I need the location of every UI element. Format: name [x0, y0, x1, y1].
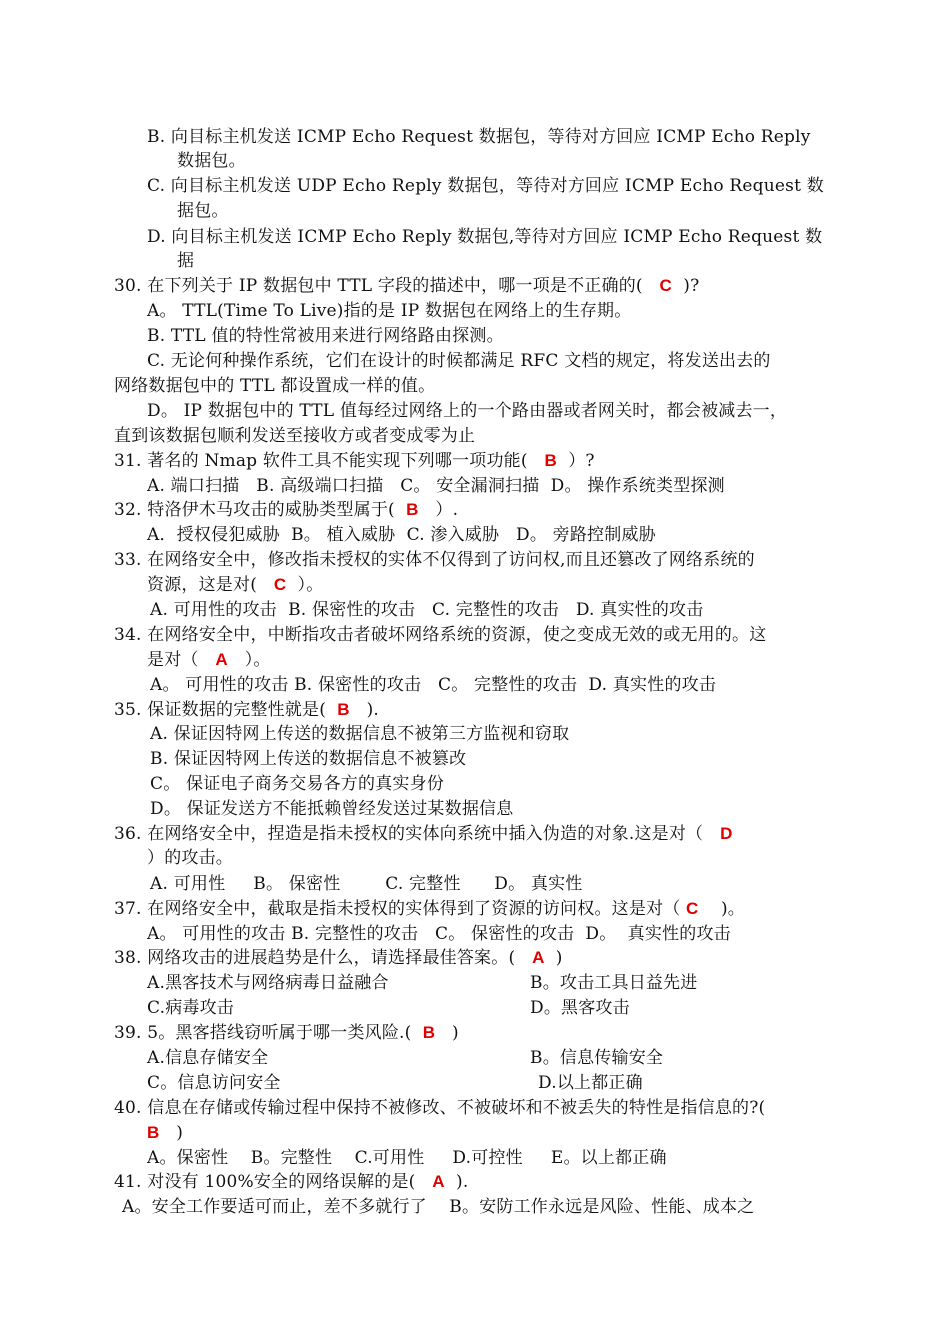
q35-option-c: C。 保证电子商务交易各方的真实身份: [150, 774, 445, 794]
q29-option-b: B. 向目标主机发送 ICMP Echo Request 数据包，等待对方回应 ICMP Echo Reply: [147, 127, 811, 147]
answer-mark: C: [686, 899, 699, 918]
q30-option-a: A。 TTL(Time To Live)指的是 IP 数据包在网络上的生存期。: [147, 301, 632, 321]
q29-option-d-cont: 据: [177, 251, 195, 271]
answer-mark: C: [273, 575, 287, 594]
answer-mark: B: [337, 700, 350, 719]
answer-mark: B: [406, 500, 419, 519]
answer-mark: B: [544, 451, 557, 470]
q35-option-a: A. 保证因特网上传送的数据信息不被第三方监视和窃取: [150, 724, 570, 744]
question-36: 36. 在网络安全中，捏造是指未授权的实体向系统中插入伪造的对象.这是对（ D: [114, 824, 733, 844]
q40-options: A。保密性 B。完整性 C.可用性 D.可控性 E。以上都正确: [147, 1148, 667, 1168]
q30-option-b: B. TTL 值的特性常被用来进行网络路由探测。: [147, 326, 504, 346]
q29-option-c-cont: 据包。: [177, 201, 229, 221]
q34-options: A。 可用性的攻击 B. 保密性的攻击 C。 完整性的攻击 D. 真实性的攻击: [150, 675, 717, 695]
question-36-cont: ）的攻击。: [147, 848, 233, 868]
question-38: 38. 网络攻击的进展趋势是什么，请选择最佳答案。( A ): [114, 948, 563, 968]
q39-option-d: D.以上都正确: [538, 1073, 643, 1093]
question-34-cont: 是对（ A ）。: [147, 650, 271, 670]
q30-option-c: C. 无论何种操作系统，它们在设计的时候都满足 RFC 文档的规定，将发送出去的: [147, 351, 771, 371]
answer-mark: A: [532, 948, 545, 967]
question-30: 30. 在下列关于 IP 数据包中 TTL 字段的描述中，哪一项是不正确的( C )?: [114, 276, 700, 296]
answer-mark: B: [147, 1123, 160, 1142]
q41-options: A。安全工作要适可而止，差不多就行了 B。安防工作永远是风险、性能、成本之: [122, 1197, 755, 1217]
q39-option-c: C。信息访问安全: [147, 1073, 281, 1093]
question-32: 32. 特洛伊木马攻击的威胁类型属于( B ）.: [114, 500, 459, 520]
q39-option-b: B。信息传输安全: [530, 1048, 664, 1068]
q30-option-d: D。 IP 数据包中的 TTL 值每经过网络上的一个路由器或者网关时，都会被减去一，: [147, 401, 788, 421]
answer-mark: B: [422, 1023, 436, 1042]
answer-mark: D: [720, 824, 733, 843]
q38-option-d: D。黑客攻击: [530, 998, 630, 1018]
answer-mark: C: [659, 276, 673, 295]
question-39: 39. 5。黑客搭线窃听属于哪一类风险.( B ): [114, 1023, 459, 1043]
question-41: 41. 对没有 100%安全的网络误解的是( A ).: [114, 1172, 469, 1192]
q35-option-d: D。 保证发送方不能抵赖曾经发送过某数据信息: [150, 799, 514, 819]
q29-option-b-cont: 数据包。: [177, 151, 246, 171]
question-40-cont: B ): [147, 1123, 184, 1143]
question-33: 33. 在网络安全中，修改指未授权的实体不仅得到了访问权,而且还篡改了网络系统的: [114, 550, 755, 570]
q36-options: A. 可用性 B。 保密性 C. 完整性 D。 真实性: [150, 874, 583, 894]
answer-mark: A: [432, 1172, 445, 1191]
question-33-cont: 资源，这是对( C ）。: [147, 575, 324, 595]
question-31: 31. 著名的 Nmap 软件工具不能实现下列哪一项功能( B ）?: [114, 451, 595, 471]
question-37: 37. 在网络安全中，截取是指未授权的实体得到了资源的访问权。这是对（ C )。: [114, 899, 745, 919]
q30-option-d-cont: 直到该数据包顺利发送至接收方或者变成零为止: [114, 426, 476, 446]
q30-option-c-cont: 网络数据包中的 TTL 都设置成一样的值。: [114, 376, 436, 396]
question-35: 35. 保证数据的完整性就是( B ).: [114, 700, 380, 720]
q29-option-d: D. 向目标主机发送 ICMP Echo Reply 数据包,等待对方回应 ICMP Echo Request 数: [147, 227, 823, 247]
q38-option-b: B。攻击工具日益先进: [530, 973, 698, 993]
answer-mark: A: [215, 650, 228, 669]
q33-options: A. 可用性的攻击 B. 保密性的攻击 C. 完整性的攻击 D. 真实性的攻击: [150, 600, 704, 620]
q39-option-a: A.信息存储安全: [147, 1048, 269, 1068]
q31-options: A. 端口扫描 B. 高级端口扫描 C。 安全漏洞扫描 D。 操作系统类型探测: [147, 476, 725, 496]
q35-option-b: B. 保证因特网上传送的数据信息不被篡改: [150, 749, 467, 769]
q32-options: A．授权侵犯威胁 B。 植入威胁 C. 渗入威胁 D。 旁路控制威胁: [147, 525, 656, 545]
question-34: 34. 在网络安全中，中断指攻击者破坏网络系统的资源，使之变成无效的或无用的。这: [114, 625, 767, 645]
question-40: 40. 信息在存储或传输过程中保持不被修改、不被破坏和不被丢失的特性是指信息的?(: [114, 1098, 766, 1118]
q29-option-c: C. 向目标主机发送 UDP Echo Reply 数据包，等待对方回应 ICMP Echo Request 数: [147, 176, 824, 196]
q37-options: A。 可用性的攻击 B. 完整性的攻击 C。 保密性的攻击 D。 真实性的攻击: [147, 924, 731, 944]
q38-option-c: C.病毒攻击: [147, 998, 235, 1018]
q38-option-a: A.黑客技术与网络病毒日益融合: [147, 973, 389, 993]
